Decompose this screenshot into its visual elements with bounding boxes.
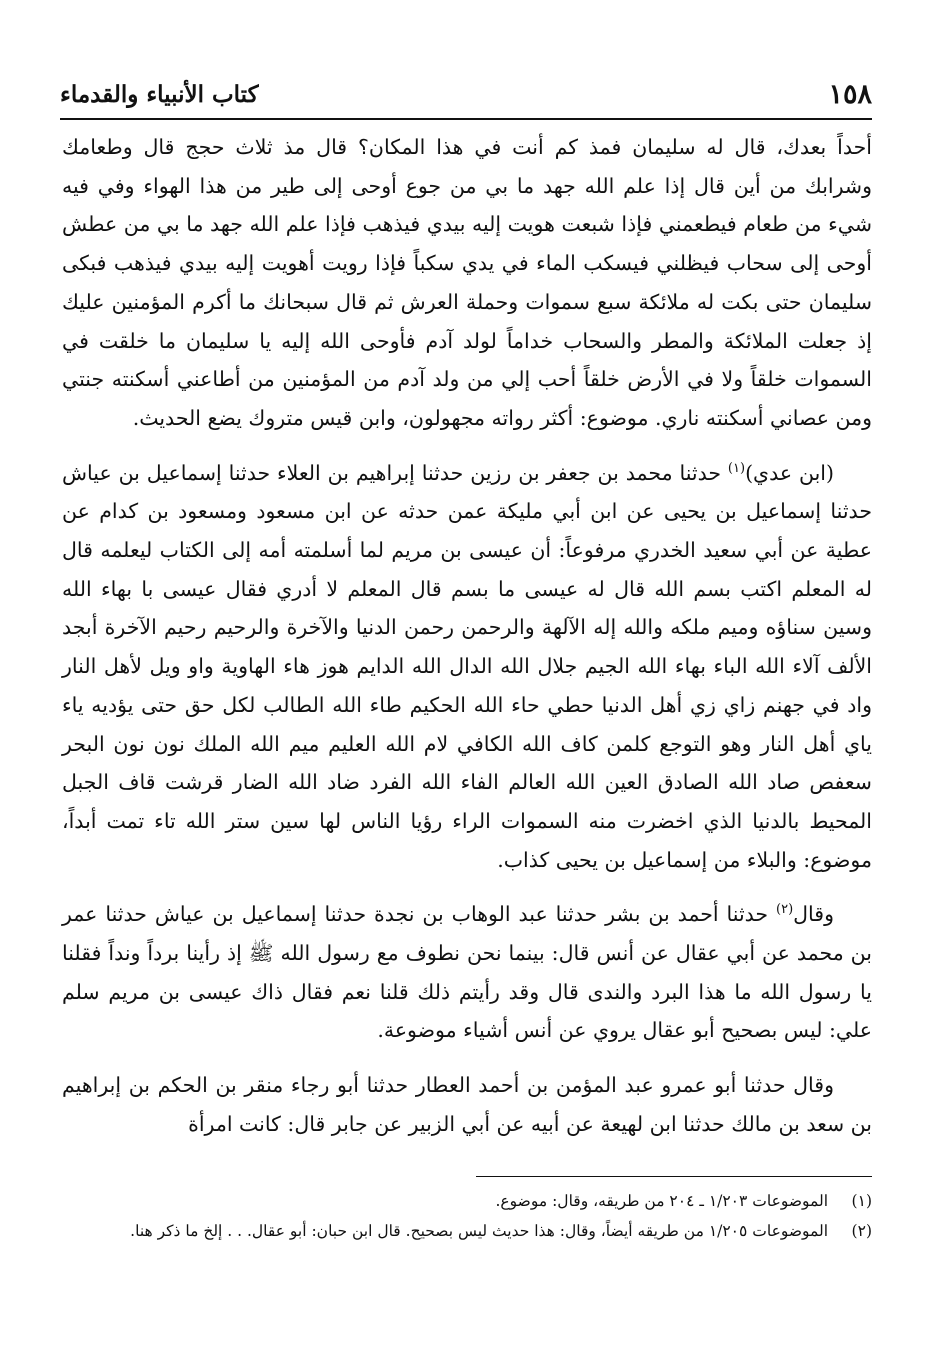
footnote-separator (476, 1176, 872, 1177)
footnote-text: الموضوعات ١/٢٠٣ ـ ٢٠٤ من طريقه، وقال: موضوع. (495, 1192, 828, 1210)
paragraph-wa-qal (62, 895, 872, 1050)
book-title: كتاب الأنبياء والقدماء (60, 81, 259, 108)
main-text (62, 128, 872, 1160)
footnote-text: الموضوعات ١/٢٠٥ من طريقه أيضاً، وقال: هذا حديث ليس بصحيح. قال ابن حبان: أبو عقال. . . إلخ ما ذكر هنا. (130, 1222, 828, 1240)
paragraph-text: أحداً بعدك، قال له سليمان فمذ كم أنت في هذا المكان؟ قال مذ ثلاث حجج قال وطعامك وشرابك من أين قال إذا علم الله جهد ما بي من جوع أوحى إلى طير من هذا الهواء وفي فيه شيء من طعام فيطعمني فإذا شبعت هويت إليه بيدي فيذهب فإذا علم الله جهد ما بي من عطش أوحى إلى سحاب فيظلني فيسكب الماء في يدي سكباً فإذا رويت أهويت إليه بيدي فيذهب فبكى سليمان حتى بكت له ملائكة سبع سموات وحملة العرش ثم قال سبحانك ما أكرم المؤمنين عليك إذ جعلت الملائكة والمطر والسحاب خداماً لولد آدم فأوحى الله إليه يا سليمان ما خلقت في السموات خلقاً ولا في الأرض خلقاً أحب إلي من ولد آدم من المؤمنين من أطاعني أسكنته جنتي ومن عصاني أسكنته ناري. موضوع: أكثر رواته مجهولون، وابن قيس متروك يضع الحديث. (62, 135, 872, 430)
paragraph-continuation (62, 128, 872, 438)
paragraph-source: وقال (793, 902, 834, 927)
paragraph-ibn-adi (62, 454, 872, 880)
header-rule (60, 118, 872, 120)
paragraph-final (62, 1066, 872, 1143)
footnote-number: (١) (851, 1192, 872, 1210)
paragraph-text: حدثنا محمد بن جعفر بن رزين حدثنا إبراهيم بن العلاء حدثنا إسماعيل بن عياش حدثنا إسماعيل بن يحيى عن ابن أبي مليكة عمن حدثه عن ابن مسعود ومسعود بن كدام عن عطية عن أبي سعيد الخدري مرفوعاً: أن عيسى بن مريم لما أسلمته أمه إلى الكتاب ليعلمه قال له المعلم اكتب بسم الله قال له عيسى ما بسم قال المعلم لا أدري فقال عيسى با بهاء الله وسين سناؤه وميم ملكه والله إله الآلهة والرحمن رحمن الدنيا والآخرة والرحيم رحيم الآخرة أبجد الألف آلاء الله الباء بهاء الله الجيم جلال الله الدال الله الدايم هوز هاء الهاوية واو ويل لأهل النار واد في جهنم زاي زي أهل الدنيا حطي حاء الله الحكيم طاء الله الطالب لكل حق حتى يؤديه ياء ياي أهل النار وهو التوجع كلمن كاف الله الكافي لام الله العليم ميم الله الملك نون نون البحر سعفص صاد الله الصادق العين الله العالم الفاء الله الفرد ضاد الله الضار قرشت قاف الجبل المحيط بالدنيا الذي اخضرت منه السموات الراء رؤيا الناس لها سين ستر الله تاء تمت أبداً، موضوع: والبلاء من إسماعيل بن يحيى كذاب. (62, 460, 872, 872)
running-header (60, 78, 872, 114)
footnote-2 (62, 1216, 872, 1246)
footnote-reference-1[interactable]: (١) (727, 460, 746, 476)
page-number: ١٥٨ (828, 79, 872, 110)
paragraph-text: وقال حدثنا أبو عمرو عبد المؤمن بن أحمد العطار حدثنا أبو رجاء منقر بن الحكم بن إبراهيم بن سعد بن مالك حدثنا ابن لهيعة عن أبيه عن أبي الزبير عن جابر قال: كانت امرأة (62, 1073, 872, 1136)
footnotes (62, 1186, 872, 1246)
footnote-number: (٢) (851, 1222, 872, 1240)
paragraph-source: (ابن عدي) (745, 460, 834, 485)
paragraph-text: حدثنا أحمد بن بشر حدثنا عبد الوهاب بن نجدة حدثنا إسماعيل بن عياش حدثنا عمر بن محمد عن أبي عقال عن أنس قال: بينما نحن نطوف مع رسول الله ﷺ إذ رأينا برداً ونداً فقلنا يا رسول الله ما هذا البرد والندى قال وقد رأيتم ذلك قلنا نعم فقال ذاك عيسى بن مريم سلم علي: ليس بصحيح أبو عقال يروي عن أنس أشياء موضوعة. (62, 902, 872, 1043)
footnote-reference-2[interactable]: (٢) (776, 902, 794, 918)
footnote-1 (62, 1186, 872, 1216)
